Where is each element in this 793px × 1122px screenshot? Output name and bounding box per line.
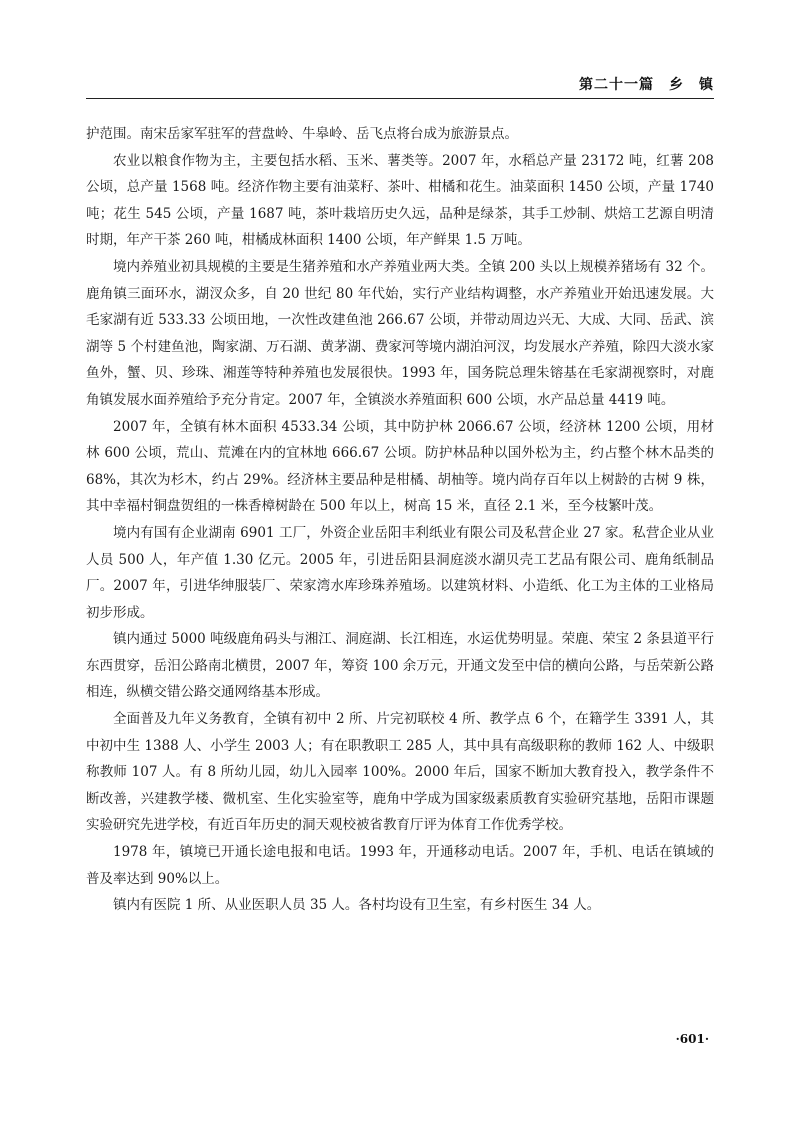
running-header [86, 72, 714, 99]
paragraph-aquaculture: 境内养殖业初具规模的主要是生猪养殖和水产养殖业两大类。全镇 200 头以上规模养猪场有 32 个。鹿角镇三面环水，湖汊众多，自 20 世纪 80 年代始，实行产业结构调整，水产养殖业开始迅速发展。大毛家湖有近 533.33 公顷田地，一次性改建鱼池 266.67 公顷，并带动周边兴无、大成、大同、岳武、滨湖等 5 个村建鱼池，陶家湖、万石湖、黄茅湖、费家河等境内湖泊河汊，均发展水产养殖，除四大淡水家鱼外，蟹、贝、珍珠、湘莲等特种养殖也发展很快。1993 年，国务院总理朱镕基在毛家湖视察时，对鹿角镇发展水面养殖给予充分肯定。2007 年，全镇淡水养殖面积 600 公顷，水产品总量 4419 吨。 [86, 258, 714, 408]
body-text [86, 121, 714, 919]
paragraph-agriculture: 农业以粮食作物为主，主要包括水稻、玉米、薯类等。2007 年，水稻总产量 23172 吨，红薯 208 公顷，总产量 1568 吨。经济作物主要有油菜籽、茶叶、柑橘和花生。油菜面积 1450 公顷，产量 1740 吨；花生 545 公顷，产量 1687 吨，茶叶栽培历史久远，品种是绿茶，其手工炒制、烘焙工艺源自明清时期，年产干茶 260 吨，柑橘成林面积 1400 公顷，年产鲜果 1.5 万吨。 [86, 152, 714, 249]
paragraph-continued: 护范围。南宋岳家军驻军的营盘岭、牛皋岭、岳飞点将台成为旅游景点。 [86, 126, 518, 142]
paragraph-forestry: 2007 年，全镇有林木面积 4533.34 公顷，其中防护林 2066.67 公顷，经济林 1200 公顷，用材林 600 公顷，荒山、荒滩在内的宜林地 666.67 公顷。防护林品种以国外松为主，约占整个林木品类的 68%，其次为杉木，约占 29%。经济林主要品种是柑橘、胡柚等。境内尚存百年以上树龄的古树 9 株，其中幸福村铜盘贺组的一株香樟树龄在 500 年以上，树高 15 米，直径 2.1 米，至今枝繁叶茂。 [86, 418, 714, 515]
page-number: ·601· [675, 1032, 709, 1046]
paragraph-education: 全面普及九年义务教育，全镇有初中 2 所、片完初联校 4 所、教学点 6 个，在籍学生 3391 人，其中初中生 1388 人、小学生 2003 人；有在职教职工 285 人，其中具有高级职称的教师 162 人、中级职称教师 107 人。有 8 所幼儿园，幼儿入园率 100%。2000 年后，国家不断加大教育投入，教学条件不断改善，兴建教学楼、微机室、生化实验室等，鹿角中学成为国家级素质教育实验研究基地，岳阳市课题实验研究先进学校，有近百年历史的洞天观校被省教育厅评为体育工作优秀学校。 [86, 711, 714, 834]
paragraph-telecom: 1978 年，镇境已开通长途电报和电话。1993 年，开通移动电话。2007 年，手机、电话在镇域的普及率达到 90%以上。 [86, 844, 714, 887]
chapter-title: 第二十一篇 乡 镇 [579, 77, 714, 93]
paragraph-health: 镇内有医院 1 所、从业医职人员 35 人。各村均设有卫生室，有乡村医生 34 人。 [113, 897, 601, 914]
paragraph-industry: 境内有国有企业湖南 6901 工厂，外资企业岳阳丰利纸业有限公司及私营企业 27 家。私营企业从业人员 500 人，年产值 1.30 亿元。2005 年，引进岳阳县洞庭淡水湖贝壳工艺品有限公司、鹿角纸制品厂。2007 年，引进华绅服装厂、荣家湾水库珍珠养殖场。以建筑材料、小造纸、化工为主体的工业格局初步形成。 [86, 524, 714, 621]
paragraph-transport: 镇内通过 5000 吨级鹿角码头与湘江、洞庭湖、长江相连，水运优势明显。荣鹿、荣宝 2 条县道平行东西贯穿，岳汨公路南北横贯，2007 年，筹资 100 余万元，开通文发至中信的横向公路，与岳荣新公路相连，纵横交错公路交通网络基本形成。 [86, 631, 714, 701]
